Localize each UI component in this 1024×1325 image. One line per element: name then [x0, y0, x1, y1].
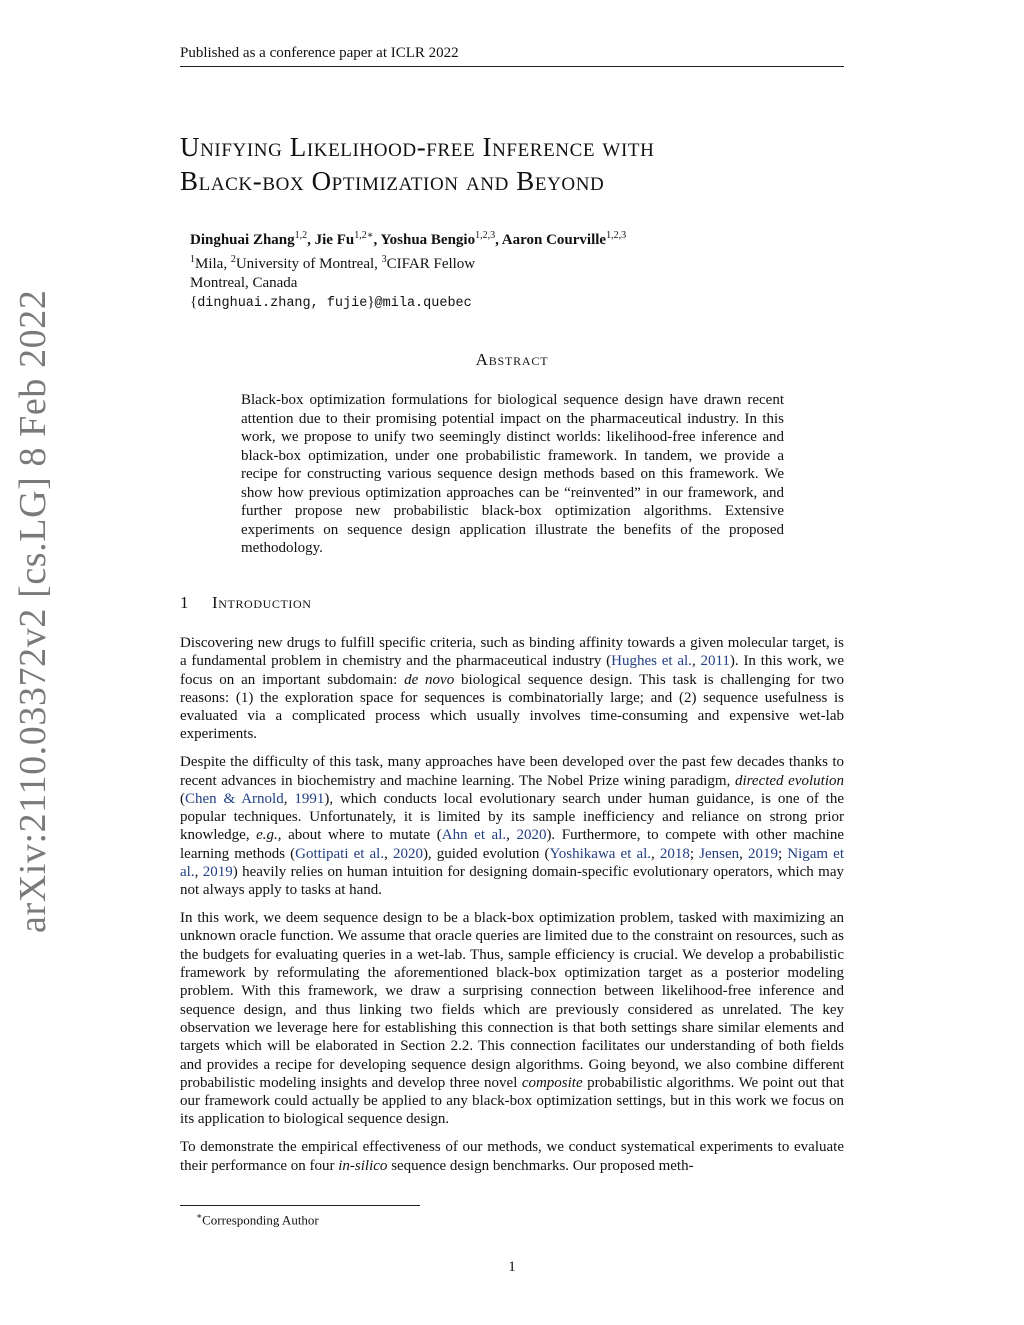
- author-name: Dinghuai Zhang: [190, 232, 295, 248]
- text-run: ;: [777, 845, 788, 862]
- author-name: , Aaron Courville: [495, 232, 607, 248]
- abstract-heading: Abstract: [475, 350, 549, 369]
- text-run: biological sequence design. This task is challenging for two reasons: (1) the exploration space for sequences is combinatorially large; and (2) sequence usefulness is evaluated via a complicated process which usually involves time-consuming and expensive wet-lab experiments.: [180, 671, 844, 743]
- email-usernames: dinghuai.zhang, fujie: [197, 296, 368, 311]
- paragraph-4: [180, 1138, 844, 1175]
- citation-link[interactable]: Hughes et al.: [611, 653, 692, 670]
- author-affiliation-mark: 1,2∗: [354, 230, 374, 241]
- text-run: ). Furthermore, to compete with other machine learning methods (: [180, 827, 845, 862]
- author-names: [190, 226, 830, 250]
- citation-link[interactable]: Yoshikawa et al.: [549, 845, 652, 862]
- email-brace-open: {: [190, 294, 198, 310]
- affiliation-mark: 1: [190, 254, 195, 265]
- footnote-mark: ∗: [196, 1211, 203, 1221]
- text-run: Discovering new drugs to fulfill specific criteria, such as binding affinity towards a given molecular target, is a fundamental problem in chemistry and the pharmaceutical industry (: [180, 635, 844, 670]
- email-brace-close: }: [367, 294, 375, 310]
- text-run: ,: [384, 845, 393, 862]
- text-run: probabilistic algorithms. We point out that our framework could actually be applied to any black-box optimization settings, but in this work we focus on its application to biological sequence design.: [180, 1074, 844, 1128]
- text-run: ,: [739, 845, 748, 862]
- paragraph-2: [180, 753, 844, 899]
- affiliation-mark: 3: [381, 254, 387, 265]
- text-run: ,: [651, 845, 660, 862]
- emphasis-text: de novo: [404, 671, 455, 688]
- citation-year-link[interactable]: 1991: [294, 790, 325, 807]
- author-location: Montreal, Canada: [190, 275, 298, 291]
- citation-link[interactable]: Ahn et al.: [441, 827, 507, 844]
- text-run: ,: [194, 864, 203, 881]
- arxiv-identifier-stamp: arXiv:2110.03372v2 [cs.LG] 8 Feb 2022: [12, 289, 54, 933]
- text-run: ), guided evolution (: [422, 845, 550, 862]
- author-affiliation-mark: 1,2: [294, 230, 308, 241]
- paragraph-1: [180, 634, 844, 744]
- author-affiliation-mark: 1,2,3: [475, 230, 496, 241]
- citation-year-link[interactable]: 2020: [392, 845, 423, 862]
- citation-year-link[interactable]: 2019: [202, 864, 233, 881]
- citation-year-link[interactable]: 2019: [747, 845, 778, 862]
- introduction-body: [180, 634, 844, 1184]
- footnote-rule: [180, 1205, 420, 1206]
- text-run: ) heavily relies on human intuition for designing domain-specific evolutionary operators, which may not always apply to tasks at hand.: [180, 864, 844, 899]
- author-name: , Jie Fu: [307, 232, 355, 248]
- paper-title: [180, 130, 844, 198]
- emphasis-text: directed evolution: [734, 772, 844, 789]
- text-run: ,: [691, 653, 701, 670]
- affiliations: [190, 250, 830, 274]
- paper-title-line-1: Unifying Likelihood-free Inference with: [180, 132, 655, 162]
- affiliation: CIFAR Fellow: [386, 256, 476, 272]
- running-header: Published as a conference paper at ICLR 2022: [180, 44, 844, 67]
- citation-link[interactable]: Gottipati et al.: [295, 845, 385, 862]
- page-number: 1: [508, 1259, 516, 1275]
- citation-year-link[interactable]: 2018: [659, 845, 690, 862]
- author-name: , Yoshua Bengio: [373, 232, 476, 248]
- text-run: In this work, we deem sequence design to be a black-box optimization problem, tasked with maximizing an unknown oracle function. We assume that oracle queries are limited due to the constraint on resources, such as the budgets for evaluating queries in a wet-lab. Thus, sample efficiency is crucial. We develop a probabilistic framework by reformulating the aforementioned black-box optimization target as a posterior modeling problem. With this framework, we draw a surprising connection between likelihood-free inference and sequence design, and thus linking two fields which are previously considered as unrelated. The key observation we leverage here for establishing this connection is that both settings share similar elements and targets which will be elaborated in Section 2.2. This connection facilitates our understanding of both fields and provides a recipe for developing sequence design algorithms. Going beyond, we also combine different probabilistic modeling insights and develop three novel: [180, 910, 844, 1091]
- footnote: [196, 1208, 696, 1228]
- affiliation: University of Montreal,: [235, 256, 382, 272]
- abstract-text: Black-box optimization formulations for biological sequence design have drawn recent attention due to their promising potential impact on the pharmaceutical industry. In this work, we propose to unify two seemingly distinct worlds: likelihood-free inference and black-box optimization, under one probabilistic framework. In tandem, we provide a recipe for constructing various sequence design methods based on this framework. We show how previous optimization approaches can be “reinvented” in our framework, and further propose new probabilistic black-box optimization algorithms. Extensive experiments on sequence design application illustrate the benefits of the proposed methodology.: [241, 392, 784, 556]
- emphasis-text: composite: [521, 1074, 583, 1091]
- section-number: 1: [180, 593, 190, 612]
- footnote-text: Corresponding Author: [202, 1212, 319, 1228]
- citation-link[interactable]: Nigam et al.: [180, 845, 844, 881]
- author-block: [190, 226, 830, 313]
- affiliation: Mila,: [195, 256, 231, 272]
- affiliation-mark: 2: [230, 254, 236, 265]
- text-run: ). In this work, we focus on an important subdomain:: [180, 653, 844, 688]
- text-run: ,: [283, 790, 295, 807]
- text-run: To demonstrate the empirical effectiveness of our methods, we conduct systematical experiments to evaluate their performance on four: [180, 1139, 844, 1174]
- text-run: ), which conducts local evolutionary search under human guidance, is one of the popular techniques. Unfortunately, it is limited by its sample inefficiency and reliance on strong prior knowledge,: [180, 790, 845, 844]
- text-run: (: [180, 790, 185, 807]
- section-heading-introduction: [180, 593, 844, 613]
- emphasis-text: e.g.: [256, 827, 278, 844]
- text-run: , about where to mutate (: [277, 827, 442, 844]
- citation-link[interactable]: Chen & Arnold: [185, 790, 284, 807]
- author-affiliation-mark: 1,2,3: [606, 230, 627, 241]
- emphasis-text: in-silico: [338, 1157, 388, 1174]
- citation-year-link[interactable]: 2011: [700, 653, 730, 670]
- section-title: Introduction: [212, 593, 312, 612]
- text-run: ,: [506, 827, 517, 844]
- text-run: sequence design benchmarks. Our proposed meth-: [387, 1157, 694, 1174]
- text-run: Despite the difficulty of this task, many approaches have been developed over the past few decades thanks to recent advances in biochemistry and machine learning. The Nobel Prize wining paradigm,: [180, 754, 844, 789]
- author-emails: [190, 293, 830, 313]
- email-domain: @mila.quebec: [374, 296, 472, 311]
- paper-title-line-2: Black-box Optimization and Beyond: [180, 166, 605, 196]
- paragraph-3: [180, 909, 844, 1129]
- citation-year-link[interactable]: 2020: [516, 827, 547, 844]
- text-run: ;: [689, 845, 700, 862]
- citation-link[interactable]: Jensen: [699, 845, 740, 862]
